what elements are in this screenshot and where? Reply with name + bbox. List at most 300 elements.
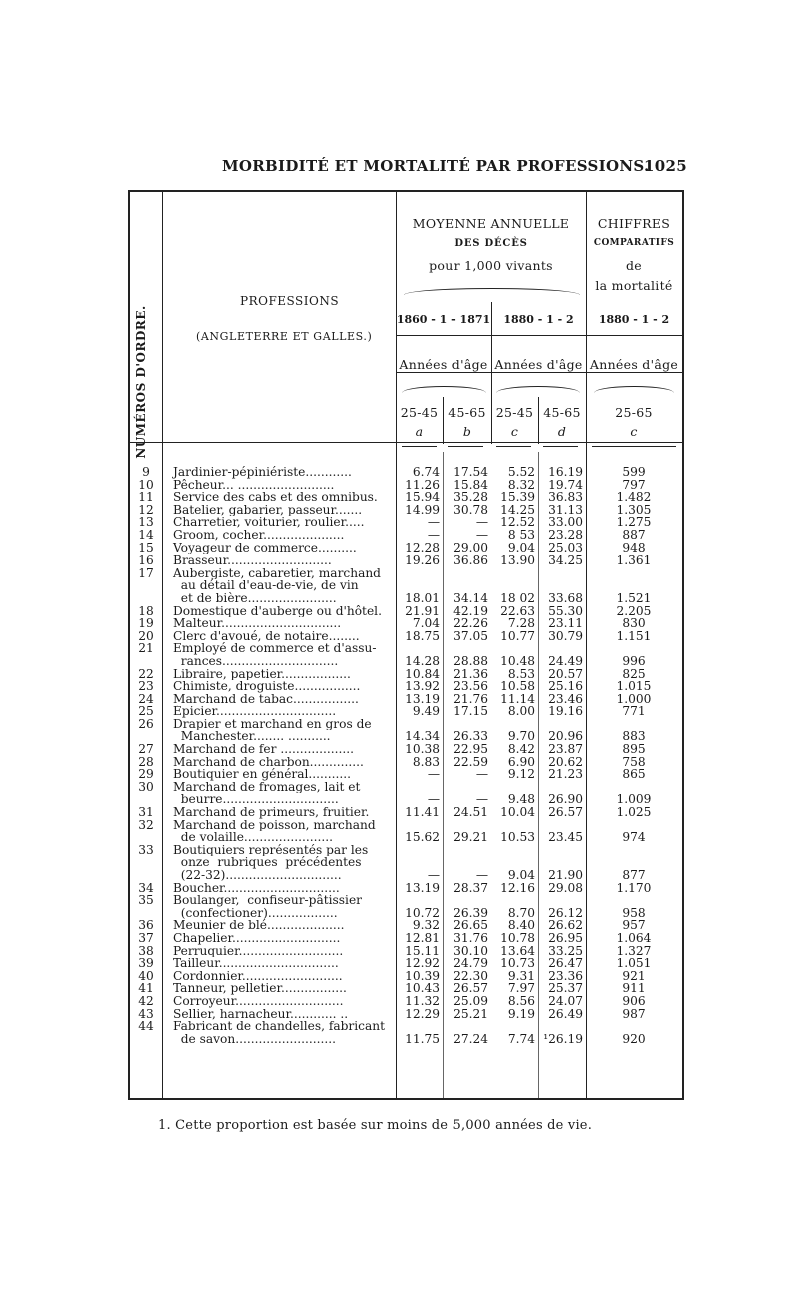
value-comparatif: 1.064 xyxy=(616,930,652,945)
value-comparatif: 1.000 xyxy=(616,691,652,706)
value-1860-25-45: 15.94 xyxy=(405,490,440,505)
value-comparatif: 996 xyxy=(622,653,646,668)
running-head xyxy=(222,157,687,175)
value-comparatif: 911 xyxy=(622,981,646,996)
value-1860-45-65: 36.86 xyxy=(453,553,488,568)
value-comparatif xyxy=(586,894,682,907)
row-profession: Épicier............................... xyxy=(173,705,337,718)
value-1860-45-65: 22.30 xyxy=(453,968,488,983)
professions-header: PROFESSIONS xyxy=(240,294,340,308)
mortalite-header: la mortalité xyxy=(595,278,673,293)
value-1880-45-65: 33.68 xyxy=(548,590,583,605)
row-number xyxy=(130,856,162,869)
row-profession: beurre.............................. xyxy=(173,793,339,807)
value-1860-25-45: 12.29 xyxy=(405,1006,440,1021)
table-row xyxy=(130,844,682,857)
row-profession: et de bière....................... xyxy=(173,591,337,605)
value-1880-45-65 xyxy=(538,894,586,907)
value-1880-45-65: 21.23 xyxy=(548,767,583,782)
row-number: 11 xyxy=(138,490,154,505)
value-1860-45-65: 30.78 xyxy=(453,502,488,517)
value-1880-45-65 xyxy=(538,567,586,580)
table-row xyxy=(130,516,682,529)
row-number xyxy=(130,592,162,605)
value-1880-25-45: 18 02 xyxy=(500,590,535,605)
value-1880-25-45: 10.58 xyxy=(500,679,535,694)
value-1880-45-65 xyxy=(538,1020,586,1033)
value-1860-45-65: 31.76 xyxy=(453,930,488,945)
value-1880-45-65: 26.12 xyxy=(548,905,583,920)
value-1880-25-45: 7.97 xyxy=(507,981,535,996)
value-1860-45-65: — xyxy=(475,767,488,782)
value-1860-45-65: — xyxy=(475,868,488,882)
value-1880-45-65: 23.36 xyxy=(548,968,583,983)
row-number: 20 xyxy=(138,628,154,643)
value-comparatif: 758 xyxy=(622,754,646,769)
row-profession: au détail d'eau-de-vie, de vin xyxy=(173,579,359,592)
table-row xyxy=(130,466,682,479)
value-1860-25-45: 10.72 xyxy=(405,905,440,920)
row-number: 15 xyxy=(138,540,154,555)
value-1860-25-45: 7.04 xyxy=(412,616,440,631)
value-comparatif: 948 xyxy=(622,540,646,555)
value-1860-25-45: 21.91 xyxy=(405,603,440,618)
value-1880-25-45: 9.04 xyxy=(507,540,535,555)
value-1880-25-45: 10.78 xyxy=(500,930,535,945)
value-1880-45-65: 33.00 xyxy=(548,515,583,530)
value-1880-25-45: 8.56 xyxy=(507,993,535,1008)
value-1880-45-65: 26.57 xyxy=(548,805,583,820)
row-profession: onze rubriques précédentes xyxy=(173,856,362,869)
footnote xyxy=(158,1118,592,1133)
row-number: 34 xyxy=(138,880,154,895)
value-1880-45-65: 19.74 xyxy=(548,477,583,492)
value-1860-45-65: 26.57 xyxy=(453,981,488,996)
row-profession: de volaille....................... xyxy=(173,831,334,844)
age-range-d: 45-65 xyxy=(543,405,581,420)
table-row xyxy=(130,957,682,970)
value-1860-25-45 xyxy=(396,1020,443,1033)
value-1860-25-45: 9.32 xyxy=(412,918,440,933)
value-1860-25-45 xyxy=(396,844,443,857)
row-number: 25 xyxy=(138,704,154,719)
table-row xyxy=(130,831,682,844)
professions-subheader: (ANGLETERRE ET GALLES.) xyxy=(196,330,373,343)
value-1860-45-65: 24.79 xyxy=(453,956,488,971)
row-profession: Jardinier-pépiniériste............ xyxy=(173,466,352,479)
value-1880-25-45: 9.70 xyxy=(507,729,535,744)
value-1860-45-65: 21.76 xyxy=(453,691,488,706)
value-1880-25-45: 8 53 xyxy=(507,527,535,542)
table-row xyxy=(130,894,682,907)
value-1860-45-65: 22.95 xyxy=(453,742,488,757)
table-row xyxy=(130,655,682,668)
row-number: 32 xyxy=(138,817,154,832)
value-comparatif: 877 xyxy=(622,868,646,882)
value-1860-45-65: 17.54 xyxy=(453,465,488,479)
value-1880-45-65: 24.49 xyxy=(548,653,583,668)
value-1860-45-65 xyxy=(443,1020,491,1033)
value-1880-25-45: 10.04 xyxy=(500,805,535,820)
row-number: 14 xyxy=(138,527,154,542)
table-row xyxy=(130,1008,682,1021)
value-1880-25-45: 6.90 xyxy=(507,754,535,769)
value-comparatif: 865 xyxy=(622,767,646,782)
value-1880-45-65: 25.16 xyxy=(548,679,583,694)
row-number: 19 xyxy=(138,616,154,631)
col-letter-d: d xyxy=(557,424,567,439)
annees-age-c: Années d'âge xyxy=(589,357,679,372)
value-1880-25-45 xyxy=(491,894,538,907)
table-row xyxy=(130,592,682,605)
annees-age-b: Années d'âge xyxy=(494,357,583,372)
value-comparatif: 1.025 xyxy=(616,805,652,820)
table-row xyxy=(130,705,682,718)
row-profession: Clerc d'avoué, de notaire........ xyxy=(173,629,360,643)
value-comparatif: 1.521 xyxy=(616,590,652,605)
value-1860-25-45: 12.92 xyxy=(405,956,440,971)
value-1860-45-65: 35.28 xyxy=(453,490,488,505)
chiffres-header: CHIFFRES xyxy=(597,216,671,231)
value-1860-25-45: 15.11 xyxy=(405,943,440,958)
value-1880-25-45: 9.12 xyxy=(507,767,535,782)
value-comparatif: 771 xyxy=(622,704,646,719)
value-1860-25-45: 19.26 xyxy=(405,553,440,568)
row-number: 22 xyxy=(138,666,154,681)
row-number: 30 xyxy=(138,779,154,794)
row-number: 17 xyxy=(138,565,154,580)
value-1860-25-45: 10.39 xyxy=(405,968,440,983)
value-comparatif: 920 xyxy=(622,1031,646,1046)
value-1880-45-65: 24.07 xyxy=(548,993,583,1008)
row-profession: Drapier et marchand en gros de xyxy=(173,717,372,731)
value-1860-45-65: — xyxy=(475,527,488,542)
value-comparatif: 825 xyxy=(622,666,646,681)
value-1860-25-45: 14.28 xyxy=(405,653,440,668)
value-1880-25-45: 5.52 xyxy=(507,465,535,479)
value-1860-45-65 xyxy=(443,894,491,907)
value-1880-45-65: 25.37 xyxy=(548,981,583,996)
value-1880-25-45 xyxy=(491,1020,538,1033)
value-1880-25-45: 8.42 xyxy=(507,742,535,757)
row-number xyxy=(130,1033,162,1046)
value-1880-45-65: 20.96 xyxy=(548,729,583,744)
value-1860-45-65: 22.59 xyxy=(453,754,488,769)
value-1860-25-45: 9.49 xyxy=(412,704,440,719)
row-number: 10 xyxy=(138,477,154,492)
row-profession: Sellier, harnacheur............ .. xyxy=(173,1007,349,1021)
value-1880-45-65: 23.11 xyxy=(548,616,583,631)
table-row xyxy=(130,756,682,769)
row-profession: Perruquier........................... xyxy=(173,944,344,958)
period-1880-1882: 1880 - 1 - 2 xyxy=(503,313,574,326)
value-comparatif: 883 xyxy=(622,729,646,744)
value-1860-45-65 xyxy=(443,844,491,857)
row-profession: Marchand de charbon.............. xyxy=(173,755,364,769)
value-1880-25-45: 11.14 xyxy=(500,691,535,706)
table-row xyxy=(130,680,682,693)
numeros-ordre-header: NUMÉROS D'ORDRE. xyxy=(134,305,148,459)
row-profession: Manchester........ ........... xyxy=(173,730,331,744)
period-1880-1882-comparatif: 1880 - 1 - 2 xyxy=(598,313,670,326)
row-number: 13 xyxy=(138,515,154,530)
value-1880-45-65: 25.03 xyxy=(548,540,583,555)
row-profession: Marchand de poisson, marchand xyxy=(173,818,376,832)
row-number xyxy=(130,831,162,844)
row-number: 37 xyxy=(138,930,154,945)
value-1860-45-65: 26.39 xyxy=(453,905,488,920)
value-1860-45-65: 22.26 xyxy=(453,616,488,631)
value-1880-25-45: 12.52 xyxy=(500,515,535,530)
value-1880-25-45: 8.70 xyxy=(507,905,535,920)
value-1860-25-45: 11.41 xyxy=(405,805,440,820)
value-1860-45-65: 29.00 xyxy=(453,540,488,555)
row-number: 42 xyxy=(138,993,154,1008)
row-number: 31 xyxy=(138,805,154,820)
value-1880-45-65: 16.19 xyxy=(548,465,583,479)
value-1880-45-65: 26.62 xyxy=(548,918,583,933)
value-1880-25-45 xyxy=(491,567,538,580)
table-row xyxy=(130,806,682,819)
row-profession: Employé de commerce et d'assu- xyxy=(173,642,377,655)
row-profession: Tanneur, pelletier................. xyxy=(173,982,347,995)
value-1860-25-45: 18.75 xyxy=(405,628,440,643)
value-1860-45-65: 26.33 xyxy=(453,729,488,744)
value-comparatif: 797 xyxy=(622,477,646,492)
value-1880-25-45: 10.73 xyxy=(500,956,535,971)
value-1860-25-45: — xyxy=(427,767,440,782)
row-profession: Voyageur de commerce.......... xyxy=(173,541,357,555)
value-1860-25-45: 13.19 xyxy=(405,880,440,895)
row-profession: Marchand de fer ................... xyxy=(173,743,354,756)
table-body xyxy=(130,466,682,1045)
row-number: 29 xyxy=(138,767,154,782)
value-1880-25-45: 10.77 xyxy=(500,628,535,643)
table-row xyxy=(130,907,682,920)
value-comparatif: 1.015 xyxy=(616,679,652,694)
value-comparatif: 895 xyxy=(622,742,646,757)
row-profession: Boulanger, confiseur-pâtissier xyxy=(173,894,362,907)
row-number: 28 xyxy=(138,754,154,769)
value-comparatif: 599 xyxy=(622,465,646,479)
row-number: 38 xyxy=(138,943,154,958)
row-number: 12 xyxy=(138,502,154,517)
value-1860-25-45: 14.34 xyxy=(405,729,440,744)
row-number: 23 xyxy=(138,679,154,694)
value-1860-45-65: 28.88 xyxy=(453,653,488,668)
value-1860-45-65: 24.51 xyxy=(453,805,488,820)
value-1880-25-45: 8.53 xyxy=(507,666,535,681)
page-title: MORBIDITÉ ET MORTALITÉ PAR PROFESSIONS. xyxy=(222,157,650,175)
value-comparatif: 958 xyxy=(622,905,646,920)
value-1880-45-65: 19.16 xyxy=(548,704,583,719)
page-number: 1025 xyxy=(644,157,687,175)
value-1860-25-45: 10.38 xyxy=(405,742,440,757)
value-1880-25-45: 9.48 xyxy=(507,792,535,807)
value-comparatif: 1.361 xyxy=(616,553,652,568)
value-1880-25-45: 9.04 xyxy=(507,868,535,882)
row-profession: Malteur............................... xyxy=(173,617,342,630)
value-1880-25-45: 13.64 xyxy=(500,943,535,958)
row-number xyxy=(130,655,162,668)
value-1880-25-45: 10.48 xyxy=(500,653,535,668)
value-1860-45-65: 25.21 xyxy=(453,1006,488,1021)
value-1860-25-45: — xyxy=(427,527,440,542)
value-1860-45-65: 25.09 xyxy=(453,993,488,1008)
value-1880-25-45: 15.39 xyxy=(500,490,535,505)
value-comparatif: 921 xyxy=(622,968,646,983)
row-profession: Groom, cocher..................... xyxy=(173,528,345,542)
row-profession: Boutiquier en général........... xyxy=(173,768,352,781)
statistics-table xyxy=(128,190,684,1100)
value-1860-45-65: 37.05 xyxy=(453,628,488,643)
value-1880-25-45: 9.19 xyxy=(507,1006,535,1021)
row-profession: (22-32).............................. xyxy=(173,869,342,882)
value-1860-45-65 xyxy=(443,567,491,580)
value-1880-45-65 xyxy=(538,844,586,857)
value-1880-45-65: 26.47 xyxy=(548,956,583,971)
row-profession: Boucher.............................. xyxy=(173,881,340,895)
row-number: 41 xyxy=(138,981,154,996)
row-profession: Charretier, voiturier, roulier..... xyxy=(173,516,365,529)
row-profession: Libraire, papetier.................. xyxy=(173,667,351,681)
value-1880-25-45: 13.90 xyxy=(500,553,535,568)
row-number: 36 xyxy=(138,918,154,933)
value-1880-45-65: 36.83 xyxy=(548,490,583,505)
value-1860-25-45: 15.62 xyxy=(405,830,440,845)
row-number: 26 xyxy=(138,716,154,731)
value-1880-45-65: 23.45 xyxy=(548,830,583,845)
value-1860-25-45: 12.81 xyxy=(405,930,440,945)
value-1860-45-65: 34.14 xyxy=(453,590,488,605)
row-number: 40 xyxy=(138,968,154,983)
value-comparatif: 1.275 xyxy=(616,515,652,530)
value-1880-45-65: 33.25 xyxy=(548,943,583,958)
value-1880-45-65: 21.90 xyxy=(548,868,583,882)
row-profession: Marchand de tabac................. xyxy=(173,692,359,706)
value-1880-45-65: 55.30 xyxy=(548,603,583,618)
value-1860-25-45: 12.28 xyxy=(405,540,440,555)
value-1880-45-65: 34.25 xyxy=(548,553,583,568)
table-row xyxy=(130,630,682,643)
age-range-a: 25-45 xyxy=(400,405,439,420)
value-1880-25-45: 12.16 xyxy=(500,880,535,895)
value-1860-25-45: 11.75 xyxy=(405,1031,440,1046)
value-1880-45-65: 26.95 xyxy=(548,930,583,945)
table-row xyxy=(130,504,682,517)
row-number: 44 xyxy=(138,1019,154,1034)
row-profession: Brasseur........................... xyxy=(173,554,332,567)
table-row xyxy=(130,995,682,1008)
moyenne-header: MOYENNE ANNUELLE xyxy=(412,216,570,231)
row-number: 24 xyxy=(138,691,154,706)
row-profession: Chimiste, droguiste................. xyxy=(173,680,361,693)
row-profession: Pêcheur... ......................... xyxy=(173,478,335,492)
de-header: de xyxy=(626,258,642,273)
table-row xyxy=(130,856,682,869)
table-row xyxy=(130,1020,682,1033)
value-1880-45-65: 20.62 xyxy=(548,754,583,769)
value-1860-45-65: 27.24 xyxy=(453,1031,488,1046)
value-1880-45-65: 20.57 xyxy=(548,666,583,681)
table-row xyxy=(130,605,682,618)
value-comparatif: 1.305 xyxy=(616,502,652,517)
row-profession: Marchand de fromages, lait et xyxy=(173,780,361,794)
value-comparatif: 887 xyxy=(622,527,646,542)
value-1860-25-45: 18.01 xyxy=(405,590,440,605)
value-1860-45-65: 23.56 xyxy=(453,679,488,694)
value-1860-25-45: 11.26 xyxy=(405,477,440,492)
annees-age-a: Années d'âge xyxy=(399,357,488,372)
table-row xyxy=(130,1033,682,1046)
row-profession: Domestique d'auberge ou d'hôtel. xyxy=(173,604,382,618)
row-profession: Tailleur............................... xyxy=(173,957,339,970)
row-number: 9 xyxy=(142,465,150,479)
value-comparatif: 1.327 xyxy=(616,943,652,958)
value-1880-45-65: 23.87 xyxy=(548,742,583,757)
footnote-text: Cette proportion est basée sur moins de 5,000 années de vie. xyxy=(175,1118,593,1133)
row-profession: Fabricant de chandelles, fabricant xyxy=(173,1020,385,1033)
value-1880-25-45: 7.28 xyxy=(507,616,535,631)
value-1860-25-45: 11.32 xyxy=(405,993,440,1008)
value-1880-25-45: 8.32 xyxy=(507,477,535,492)
row-profession: Corroyeur............................ xyxy=(173,994,344,1008)
value-1860-25-45: 8.83 xyxy=(412,754,440,769)
value-1880-25-45: 14.25 xyxy=(500,502,535,517)
value-1880-25-45: 8.00 xyxy=(507,704,535,719)
value-1860-45-65: 28.37 xyxy=(453,880,488,895)
value-1860-25-45 xyxy=(396,567,443,580)
row-profession: Service des cabs et des omnibus. xyxy=(173,491,378,504)
value-1860-45-65: 21.36 xyxy=(453,666,488,681)
value-1860-45-65: 29.21 xyxy=(453,830,488,845)
value-1880-25-45: 8.40 xyxy=(507,918,535,933)
value-comparatif: 1.151 xyxy=(616,628,652,643)
table-row xyxy=(130,617,682,630)
row-number: 21 xyxy=(138,641,154,656)
value-1860-25-45: 13.19 xyxy=(405,691,440,706)
value-1880-45-65: ¹26.19 xyxy=(543,1031,583,1046)
row-number: 43 xyxy=(138,1006,154,1021)
row-number: 18 xyxy=(138,603,154,618)
value-comparatif: 1.009 xyxy=(616,792,652,807)
value-1860-25-45: 10.84 xyxy=(405,666,440,681)
table-row xyxy=(130,743,682,756)
value-comparatif: 957 xyxy=(622,918,646,933)
row-profession: Meunier de blé.................... xyxy=(173,919,345,932)
value-1880-45-65: 29.08 xyxy=(548,880,583,895)
value-1880-45-65: 23.28 xyxy=(548,527,583,542)
value-comparatif: 1.482 xyxy=(616,490,652,505)
row-profession: de savon.......................... xyxy=(173,1032,336,1046)
value-comparatif: 906 xyxy=(622,993,646,1008)
row-profession: Chapelier............................ xyxy=(173,931,341,945)
value-comparatif xyxy=(586,1020,682,1033)
value-1860-25-45: — xyxy=(427,792,440,807)
value-1880-45-65: 23.46 xyxy=(548,691,583,706)
table-row xyxy=(130,567,682,580)
value-comparatif: 1.170 xyxy=(616,880,652,895)
value-1880-45-65: 31.13 xyxy=(548,502,583,517)
value-1860-45-65: 15.84 xyxy=(453,477,488,492)
row-number: 27 xyxy=(138,742,154,757)
table-row xyxy=(130,932,682,945)
value-1860-45-65: 30.10 xyxy=(453,943,488,958)
value-1860-45-65: — xyxy=(475,515,488,530)
value-comparatif xyxy=(586,567,682,580)
value-1860-25-45: 6.74 xyxy=(412,465,440,479)
row-number: 39 xyxy=(138,956,154,971)
